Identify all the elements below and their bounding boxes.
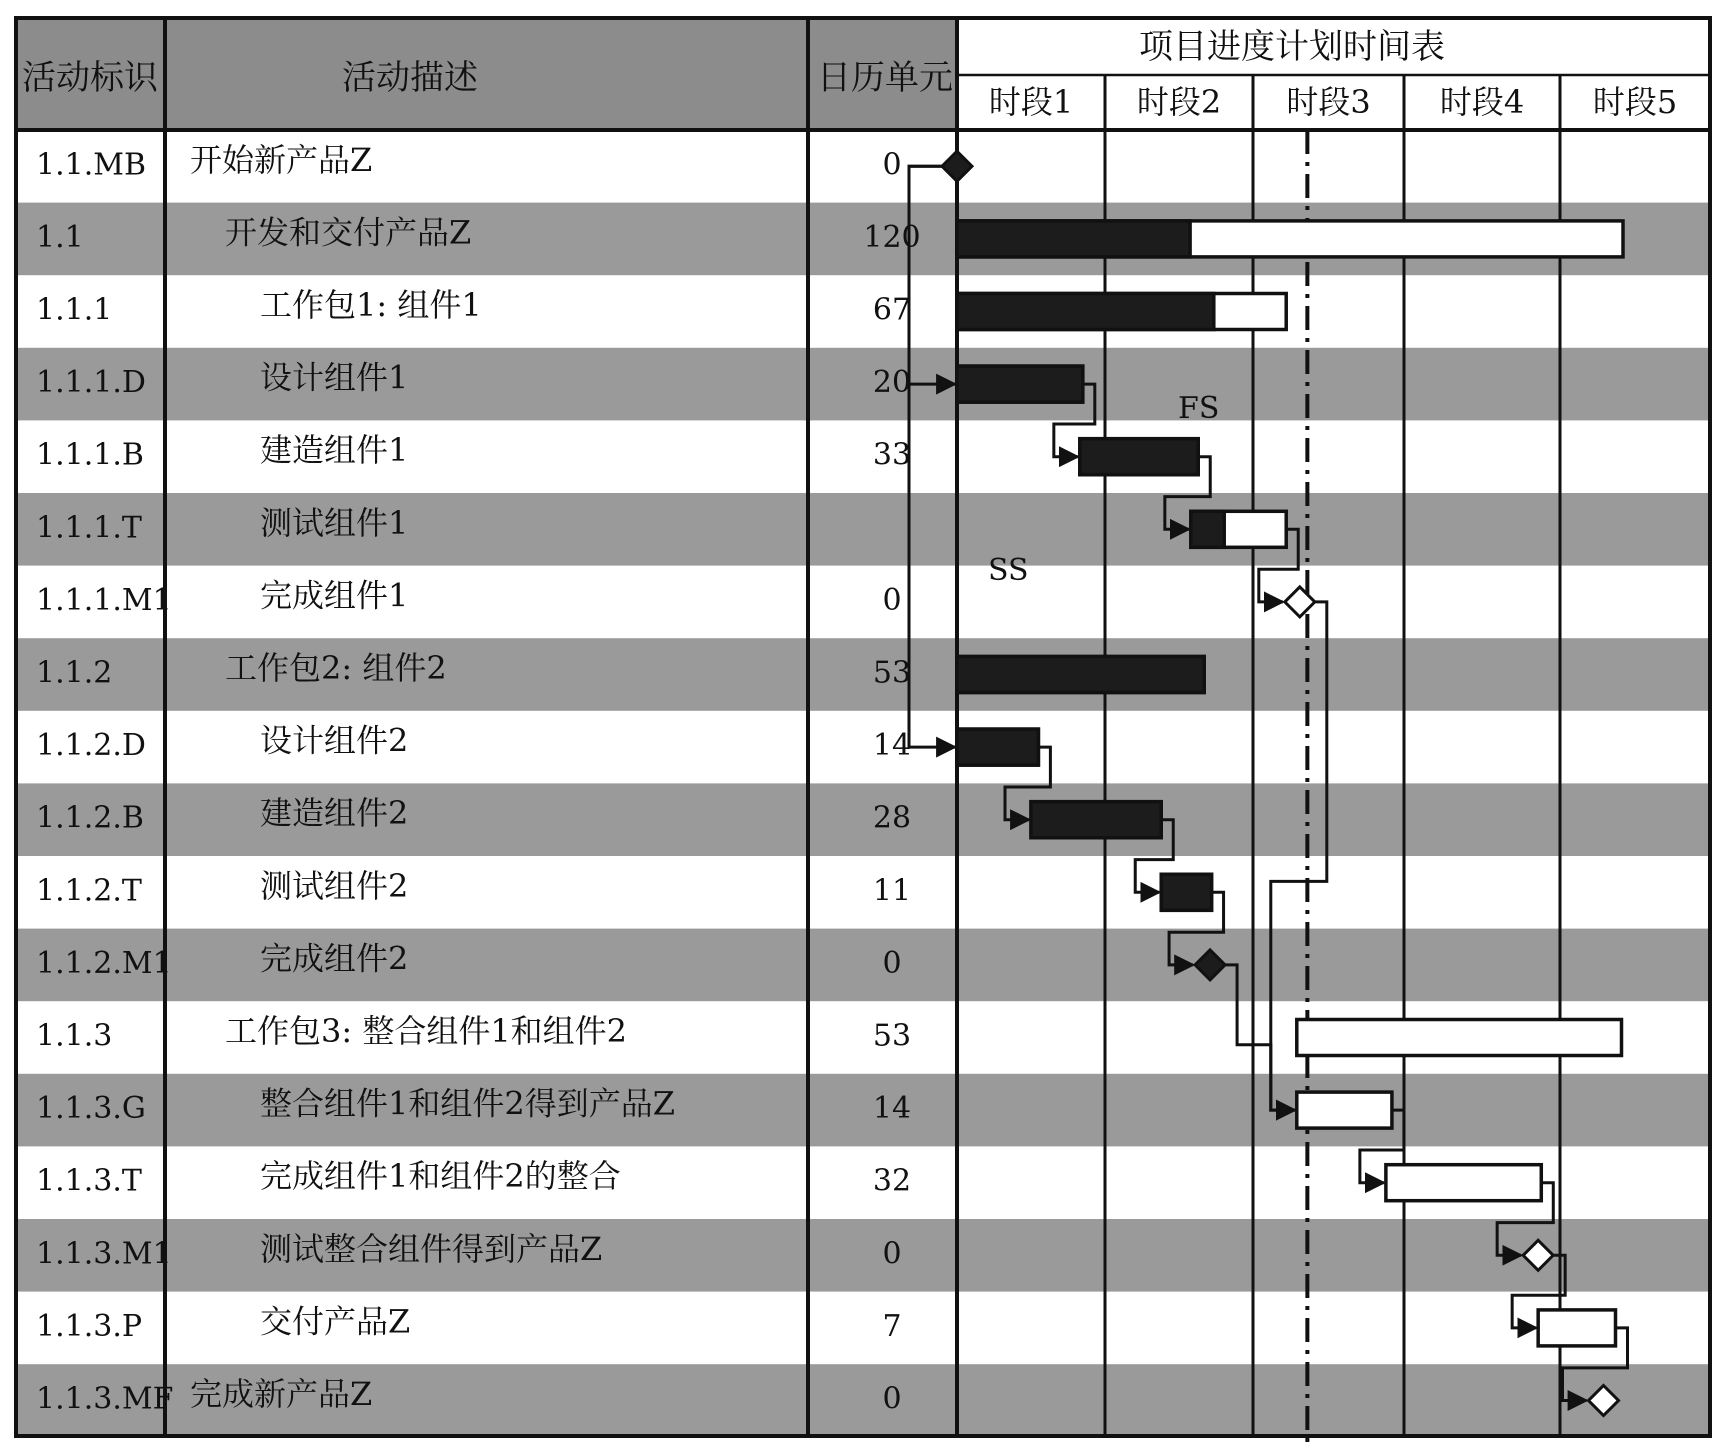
activity-description: 开发和交付产品Z bbox=[225, 213, 472, 252]
activity-id: 1.1.3.M1 bbox=[36, 1236, 172, 1272]
calendar-units-value: 53 bbox=[872, 655, 912, 691]
activity-id: 1.1.3.MF bbox=[36, 1381, 174, 1417]
task-progress bbox=[1031, 802, 1161, 838]
activity-id: 1.1.MB bbox=[36, 147, 147, 183]
calendar-units-value: 14 bbox=[872, 728, 912, 764]
activity-id: 1.1.3.P bbox=[36, 1308, 143, 1344]
header-calendar-units: 日历单元 bbox=[817, 58, 953, 98]
activity-id: 1.1.2 bbox=[36, 655, 113, 691]
calendar-units-value: 33 bbox=[872, 437, 912, 473]
task-bar bbox=[1538, 1310, 1615, 1346]
activity-id: 1.1.1.B bbox=[36, 437, 144, 473]
activity-description: 完成组件1和组件2的整合 bbox=[260, 1157, 621, 1196]
calendar-units-value: 28 bbox=[872, 800, 912, 836]
task-progress bbox=[1161, 874, 1211, 910]
activity-description: 设计组件1 bbox=[260, 358, 409, 397]
calendar-units-value: 0 bbox=[882, 1381, 902, 1417]
period-label: 时段4 bbox=[1439, 83, 1525, 121]
calendar-units-value: 14 bbox=[872, 1091, 912, 1127]
header-schedule-title: 项目进度计划时间表 bbox=[1139, 27, 1445, 67]
activity-id: 1.1.1 bbox=[36, 292, 113, 328]
activity-id: 1.1.1.M1 bbox=[36, 582, 172, 618]
calendar-units-value: 20 bbox=[872, 365, 912, 401]
fs-relation-label: FS bbox=[1178, 391, 1220, 426]
period-label: 时段1 bbox=[988, 83, 1074, 121]
activity-id: 1.1.3 bbox=[36, 1018, 113, 1054]
activity-description: 完成新产品Z bbox=[190, 1375, 373, 1413]
activity-description: 工作包2: 组件2 bbox=[225, 649, 447, 687]
activity-id: 1.1.2.B bbox=[36, 800, 144, 836]
activity-description: 建造组件2 bbox=[260, 794, 409, 833]
calendar-units-value: 11 bbox=[872, 873, 912, 909]
activity-id: 1.1.2.D bbox=[36, 728, 146, 764]
header-activity-description: 活动描述 bbox=[342, 58, 478, 98]
activity-id: 1.1.2.T bbox=[36, 873, 142, 909]
milestone-diamond bbox=[1285, 587, 1315, 617]
activity-id: 1.1.2.M1 bbox=[36, 945, 172, 981]
calendar-units-value: 0 bbox=[882, 147, 902, 183]
activity-description: 测试组件1 bbox=[260, 503, 409, 542]
activity-id: 1.1.3.T bbox=[36, 1163, 142, 1199]
milestone-diamond bbox=[942, 151, 972, 181]
activity-description: 交付产品Z bbox=[260, 1302, 411, 1341]
calendar-units-value: 7 bbox=[882, 1308, 902, 1344]
calendar-units-value: 120 bbox=[863, 219, 921, 255]
activity-description: 完成组件1 bbox=[260, 576, 409, 615]
activity-description: 建造组件1 bbox=[260, 431, 409, 470]
activity-description: 设计组件2 bbox=[260, 721, 409, 760]
activity-description: 整合组件1和组件2得到产品Z bbox=[260, 1084, 675, 1123]
activity-description: 测试组件2 bbox=[260, 866, 409, 905]
activity-id: 1.1 bbox=[36, 219, 84, 255]
activity-id: 1.1.3.G bbox=[36, 1091, 146, 1127]
task-progress bbox=[957, 657, 1204, 693]
task-progress bbox=[957, 729, 1038, 765]
period-label: 时段3 bbox=[1286, 83, 1371, 121]
activity-id: 1.1.1.T bbox=[36, 510, 142, 546]
task-progress bbox=[957, 294, 1214, 330]
task-progress bbox=[1080, 439, 1198, 475]
calendar-units-value: 0 bbox=[882, 945, 902, 981]
task-progress bbox=[957, 221, 1190, 257]
activity-id: 1.1.1.D bbox=[36, 365, 146, 401]
header-activity-id: 活动标识 bbox=[22, 58, 158, 98]
task-progress bbox=[957, 366, 1083, 402]
period-label: 时段5 bbox=[1592, 83, 1678, 121]
calendar-units-value: 32 bbox=[872, 1163, 912, 1199]
calendar-units-value: 0 bbox=[882, 582, 902, 618]
task-bar bbox=[1297, 1092, 1392, 1128]
task-bar bbox=[1297, 1020, 1622, 1056]
calendar-units-value: 53 bbox=[872, 1018, 912, 1054]
activity-description: 测试整合组件得到产品Z bbox=[260, 1229, 603, 1268]
task-bar bbox=[1386, 1165, 1541, 1201]
period-label: 时段2 bbox=[1136, 83, 1222, 121]
calendar-units-value: 0 bbox=[882, 1236, 902, 1272]
ss-relation-label: SS bbox=[988, 553, 1029, 588]
calendar-units-value: 67 bbox=[872, 292, 912, 328]
task-progress bbox=[1191, 511, 1224, 547]
activity-description: 工作包1: 组件1 bbox=[260, 286, 482, 324]
activity-description: 工作包3: 整合组件1和组件2 bbox=[225, 1012, 628, 1050]
activity-description: 开始新产品Z bbox=[190, 140, 373, 179]
activity-description: 完成组件2 bbox=[260, 939, 409, 978]
